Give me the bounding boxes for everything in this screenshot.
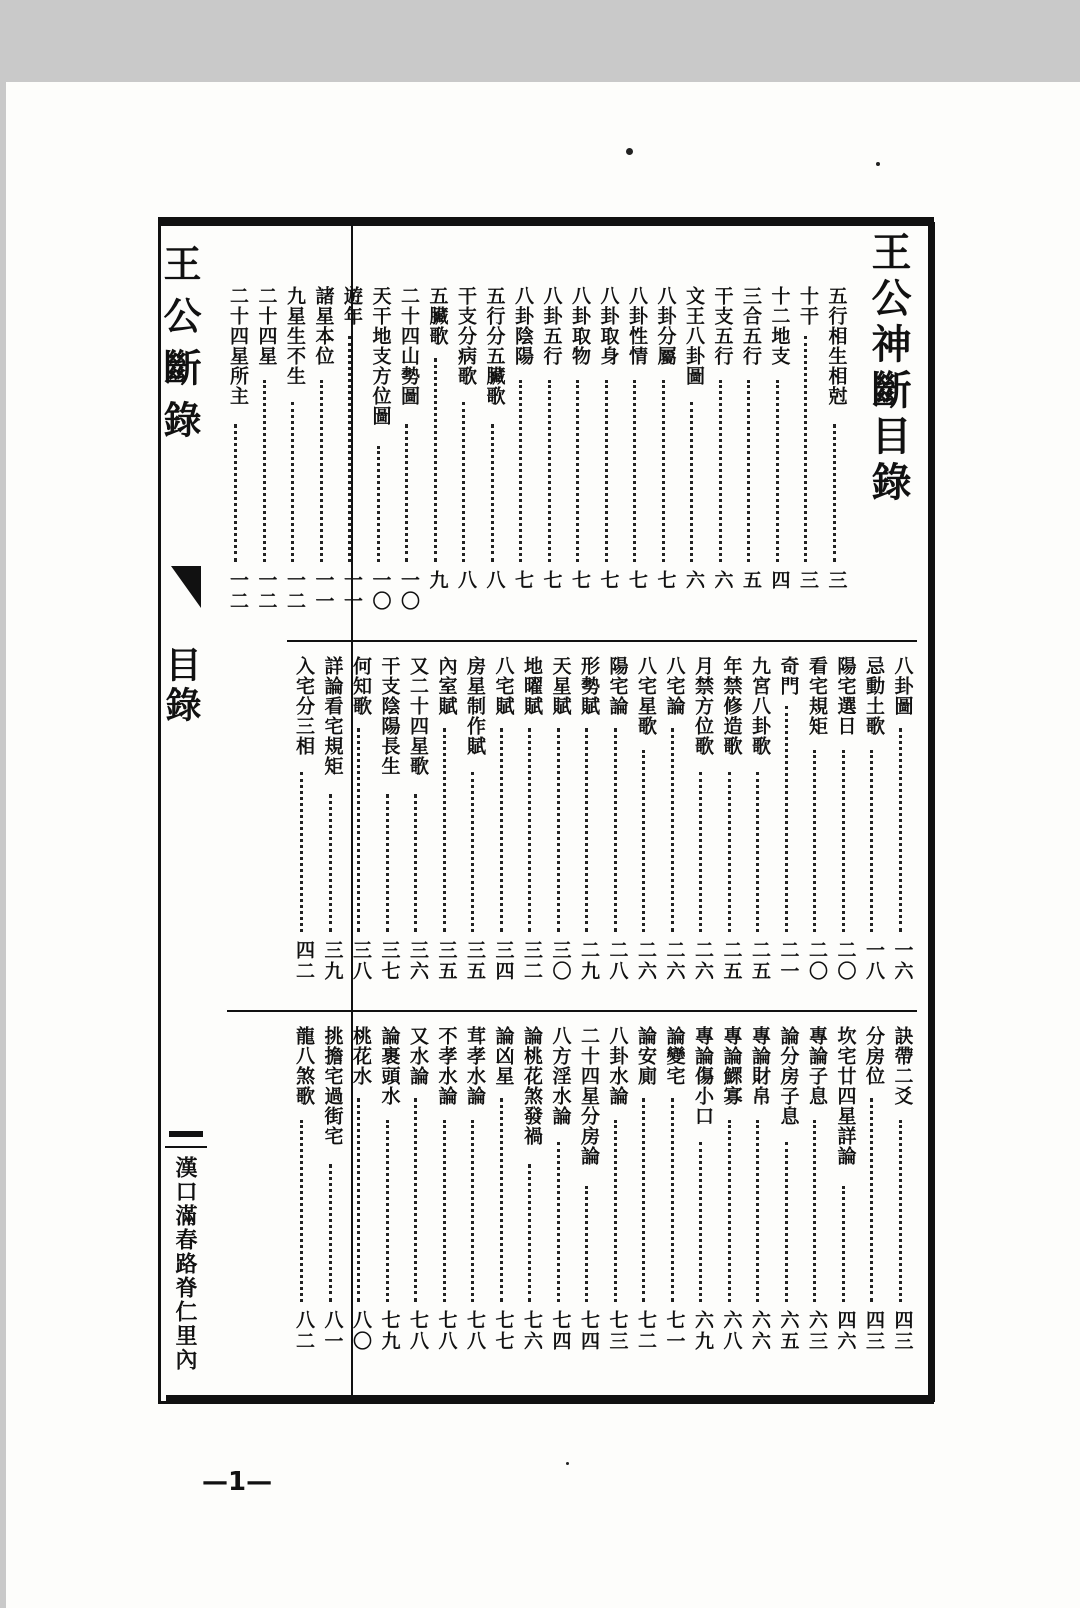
toc-entry[interactable] — [832, 656, 861, 996]
toc-entry-page: 七七 — [492, 1310, 515, 1352]
toc-entry-page: 八 — [483, 570, 506, 591]
leader-dots — [386, 1120, 389, 1302]
toc-entry-title: 八卦分屬 — [654, 286, 677, 366]
toc-entry-title: 八宅論 — [663, 656, 686, 716]
leader-dots — [690, 402, 693, 562]
toc-entry[interactable] — [803, 1026, 832, 1366]
toc-entry-title: 五行分五臟歌 — [483, 286, 506, 406]
leader-dots — [585, 1186, 588, 1302]
toc-entry[interactable] — [718, 1026, 747, 1366]
toc-entry-title: 月禁方位歌 — [692, 656, 714, 756]
leader-dots — [320, 380, 323, 562]
toc-entry[interactable] — [661, 1026, 690, 1366]
toc-entry-page: 六三 — [806, 1310, 828, 1352]
leader-dots — [500, 728, 503, 932]
toc-entry[interactable] — [632, 1026, 661, 1366]
toc-entry-title: 八卦取物 — [569, 286, 591, 366]
toc-entry-title: 又水論 — [407, 1026, 429, 1086]
leader-dots — [519, 380, 522, 562]
leader-dots — [471, 772, 474, 932]
toc-entry[interactable] — [319, 656, 348, 996]
leader-dots — [614, 1120, 617, 1302]
toc-entry-title: 陽宅論 — [606, 656, 629, 716]
toc-entry-page: 一〇 — [398, 570, 420, 612]
toc-entry-page: 一六 — [891, 940, 914, 982]
toc-entry-page: 七九 — [378, 1310, 401, 1352]
leader-dots — [870, 750, 873, 932]
toc-entry-title: 奇門 — [777, 656, 800, 696]
leader-dots — [804, 336, 807, 562]
toc-entry-page: 六五 — [777, 1310, 800, 1352]
toc-entry-page: 九 — [426, 570, 449, 591]
toc-entry-title: 遊年 — [341, 286, 363, 326]
toc-entry-title: 八宅星歌 — [635, 656, 657, 736]
leader-dots — [500, 1098, 503, 1302]
toc-entry-title: 坎宅廿四星詳論 — [834, 1026, 857, 1166]
ink-speck — [566, 1462, 569, 1465]
toc-entry[interactable] — [452, 286, 481, 626]
leader-dots — [870, 1098, 873, 1302]
toc-entry[interactable] — [680, 286, 709, 626]
leader-dots — [899, 728, 902, 932]
toc-entry-title: 干支分病歌 — [455, 286, 477, 386]
toc-entry-title: 又二十四星歌 — [407, 656, 429, 776]
toc-entry[interactable] — [718, 656, 747, 996]
toc-entry[interactable] — [766, 286, 795, 626]
toc-entry-page: 三四 — [492, 940, 515, 982]
toc-entry-title: 專論財帛 — [749, 1026, 771, 1106]
toc-entry-page: 二九 — [578, 940, 600, 982]
toc-entry[interactable] — [404, 656, 433, 996]
toc-entry-title: 三合五行 — [740, 286, 762, 366]
leader-dots — [776, 380, 779, 562]
leader-dots — [528, 1164, 531, 1302]
leader-dots — [671, 1098, 674, 1302]
toc-entry-page: 七三 — [606, 1310, 629, 1352]
toc-section — [290, 656, 917, 996]
leader-dots — [357, 1098, 360, 1302]
toc-entry-page: 七八 — [435, 1310, 458, 1352]
toc-entry-title: 九宮八卦歌 — [749, 656, 771, 756]
toc-entry-page: 二八 — [606, 940, 629, 982]
leader-dots — [642, 750, 645, 932]
toc-entry-title: 形勢賦 — [578, 656, 600, 716]
leader-dots — [329, 1164, 332, 1302]
toc-entry[interactable] — [832, 1026, 861, 1366]
toc-entry-page: 七 — [569, 570, 591, 591]
leader-dots — [491, 424, 494, 562]
toc-entry-page: 二〇 — [834, 940, 857, 982]
toc-entry-title: 八方淫水論 — [549, 1026, 572, 1126]
toc-entry-page: 六八 — [720, 1310, 743, 1352]
toc-entry[interactable] — [461, 1026, 490, 1366]
toc-entry-page: 二六 — [635, 940, 657, 982]
toc-entry[interactable] — [253, 286, 282, 626]
toc-entry-title: 十二地支 — [768, 286, 791, 366]
toc-entry[interactable] — [290, 656, 319, 996]
toc-entry-page: 二五 — [720, 940, 743, 982]
toc-entry-page: 七 — [512, 570, 534, 591]
toc-entry-page: 六九 — [692, 1310, 714, 1352]
leader-dots — [405, 424, 408, 562]
leader-dots — [434, 358, 437, 562]
toc-entry[interactable] — [338, 286, 367, 626]
toc-entry-page: 三 — [797, 570, 819, 591]
footer-page-number: —1— — [202, 1467, 273, 1497]
toc-entry-page: 七 — [597, 570, 620, 591]
toc-entry[interactable] — [347, 1026, 376, 1366]
toc-entry-title: 年禁修造歌 — [720, 656, 743, 756]
leader-dots — [443, 1120, 446, 1302]
leader-dots — [699, 772, 702, 932]
toc-entry[interactable] — [376, 656, 405, 996]
toc-entry-page: 七四 — [578, 1310, 600, 1352]
toc-entry-title: 五臟歌 — [426, 286, 449, 346]
toc-entry[interactable] — [461, 656, 490, 996]
toc-entry-title: 不孝水論 — [435, 1026, 458, 1106]
toc-entry-title: 專論傷小口 — [692, 1026, 714, 1126]
toc-entry-page: 三 — [825, 570, 848, 591]
toc-entry[interactable] — [347, 656, 376, 996]
toc-entry-title: 內室賦 — [435, 656, 458, 716]
toc-entry[interactable] — [281, 286, 310, 626]
leader-dots — [414, 794, 417, 932]
toc-entry-page: 七八 — [407, 1310, 429, 1352]
leader-dots — [443, 728, 446, 932]
toc-entry-title: 九星生不生 — [284, 286, 306, 386]
toc-entry[interactable] — [518, 1026, 547, 1366]
leader-dots — [813, 750, 816, 932]
toc-entry[interactable] — [481, 286, 510, 626]
toc-entry-title: 五行相生相尅 — [825, 286, 848, 406]
leader-dots — [557, 728, 560, 932]
leader-dots — [833, 424, 836, 562]
toc-entry-title: 八卦性情 — [626, 286, 648, 366]
toc-entry-title: 八卦陰陽 — [512, 286, 534, 366]
side-book-title: 王公斷錄 — [157, 244, 202, 452]
toc-entry-page: 七 — [654, 570, 677, 591]
toc-entry-page: 八 — [455, 570, 477, 591]
toc-entry-title: 詳論看宅規矩 — [321, 656, 344, 776]
toc-entry[interactable] — [652, 286, 681, 626]
toc-entry[interactable] — [509, 286, 538, 626]
toc-entry-title: 八宅賦 — [492, 656, 515, 716]
toc-entry-page: 三八 — [350, 940, 372, 982]
toc-entry-title: 干支陰陽長生 — [378, 656, 401, 776]
toc-entry[interactable] — [319, 1026, 348, 1366]
toc-entry[interactable] — [746, 1026, 775, 1366]
section-divider — [227, 1010, 917, 1012]
toc-entry-page: 一八 — [863, 940, 885, 982]
toc-entry-page: 七六 — [521, 1310, 543, 1352]
toc-entry[interactable] — [860, 1026, 889, 1366]
leader-dots — [842, 750, 845, 932]
page-frame — [158, 217, 934, 1404]
toc-section — [290, 1026, 917, 1366]
toc-entry-page: 二六 — [663, 940, 686, 982]
toc-entry[interactable] — [538, 286, 567, 626]
leader-dots — [585, 728, 588, 932]
toc-entry-page: 五 — [740, 570, 762, 591]
toc-entry-page: 三〇 — [549, 940, 572, 982]
toc-entry[interactable] — [404, 1026, 433, 1366]
toc-entry-title: 天干地支方位圖 — [369, 286, 392, 426]
toc-entry-page: 三五 — [435, 940, 458, 982]
leader-dots — [300, 772, 303, 932]
toc-entry[interactable] — [623, 286, 652, 626]
toc-entry-title: 論裹頭水 — [378, 1026, 401, 1106]
toc-title: 王公神斷目錄 — [865, 231, 912, 507]
leader-dots — [357, 728, 360, 932]
toc-entry-page: 七 — [626, 570, 648, 591]
toc-entry-page: 二五 — [749, 940, 771, 982]
leader-dots — [605, 380, 608, 562]
toc-entry-title: 茸孝水論 — [464, 1026, 486, 1106]
toc-entry[interactable] — [775, 656, 804, 996]
toc-entry-page: 六 — [711, 570, 734, 591]
toc-section — [224, 286, 851, 626]
toc-entry-page: 六六 — [749, 1310, 771, 1352]
toc-entry[interactable] — [689, 656, 718, 996]
toc-entry-page: 四二 — [293, 940, 315, 982]
toc-entry-title: 論安廁 — [635, 1026, 657, 1086]
toc-entry-page: 三六 — [407, 940, 429, 982]
leader-dots — [756, 772, 759, 932]
leader-dots — [414, 1098, 417, 1302]
toc-entry-title: 論變宅 — [663, 1026, 686, 1086]
toc-entry[interactable] — [310, 286, 339, 626]
leader-dots — [899, 1120, 902, 1302]
toc-entry-page: 一一 — [312, 570, 335, 612]
toc-entry-page: 一〇 — [369, 570, 392, 612]
toc-entry[interactable] — [889, 656, 918, 996]
toc-entry-title: 二十四星所主 — [227, 286, 249, 406]
toc-entry-title: 二十四星 — [255, 286, 278, 366]
toc-entry[interactable] — [490, 656, 519, 996]
toc-entry-page: 一二 — [255, 570, 278, 612]
toc-entry[interactable] — [547, 1026, 576, 1366]
toc-entry-page: 二一 — [777, 940, 800, 982]
toc-entry[interactable] — [632, 656, 661, 996]
toc-entry[interactable] — [604, 656, 633, 996]
side-section-label: 目錄 — [160, 646, 202, 726]
ink-speck — [626, 148, 633, 155]
toc-entry[interactable] — [547, 656, 576, 996]
fishtail-mark — [171, 566, 201, 608]
toc-entry-page: 三九 — [321, 940, 344, 982]
toc-entry-page: 八二 — [293, 1310, 315, 1352]
leader-dots — [728, 772, 731, 932]
toc-entry-title: 房星制作賦 — [464, 656, 486, 756]
toc-entry[interactable] — [595, 286, 624, 626]
toc-entry-page: 七八 — [464, 1310, 486, 1352]
toc-entry-title: 天星賦 — [549, 656, 572, 716]
toc-entry-page: 一一 — [341, 570, 363, 612]
toc-entry-title: 二十四星分房論 — [578, 1026, 600, 1166]
leader-dots — [642, 1098, 645, 1302]
toc-entry-title: 論凶星 — [492, 1026, 515, 1086]
publisher-address: 漢口滿春路脊仁里內 — [172, 1156, 198, 1372]
leader-dots — [662, 380, 665, 562]
leader-dots — [756, 1120, 759, 1302]
toc-entry[interactable] — [575, 1026, 604, 1366]
leader-dots — [785, 1142, 788, 1302]
leader-dots — [614, 728, 617, 932]
toc-entry[interactable] — [794, 286, 823, 626]
leader-dots — [329, 794, 332, 932]
leader-dots — [699, 1142, 702, 1302]
toc-entry-page: 七 — [540, 570, 563, 591]
leader-dots — [348, 336, 351, 562]
leader-dots — [719, 380, 722, 562]
toc-entry[interactable] — [860, 656, 889, 996]
leader-dots — [377, 446, 380, 562]
toc-entry-title: 地曜賦 — [521, 656, 543, 716]
toc-entry-page: 三七 — [378, 940, 401, 982]
toc-content — [227, 226, 917, 1401]
toc-entry[interactable] — [803, 656, 832, 996]
toc-entry[interactable] — [290, 1026, 319, 1366]
leader-dots — [813, 1120, 816, 1302]
toc-entry-page: 一二 — [284, 570, 306, 612]
toc-entry[interactable] — [395, 286, 424, 626]
leader-dots — [528, 728, 531, 932]
leader-dots — [548, 380, 551, 562]
side-divider — [165, 1146, 207, 1148]
leader-dots — [728, 1120, 731, 1302]
toc-entry[interactable] — [433, 1026, 462, 1366]
toc-entry-title: 八卦五行 — [540, 286, 563, 366]
toc-entry[interactable] — [689, 1026, 718, 1366]
toc-entry-title: 桃花水 — [350, 1026, 372, 1086]
leader-dots — [386, 794, 389, 932]
frame-shadow-right — [928, 222, 935, 1402]
toc-entry-title: 何知歌 — [350, 656, 372, 716]
frame-shadow-bottom — [166, 1395, 935, 1402]
toc-entry-title: 忌動土歌 — [863, 656, 885, 736]
toc-entry-title: 龍八煞歌 — [293, 1026, 315, 1106]
toc-entry-title: 論桃花煞發禍 — [521, 1026, 543, 1146]
leader-dots — [576, 380, 579, 562]
toc-entry-title: 挑擔宅過街宅 — [321, 1026, 344, 1146]
leader-dots — [471, 1120, 474, 1302]
side-page-mark — [169, 1131, 203, 1137]
toc-entry-title: 八卦圖 — [891, 656, 914, 716]
toc-entry[interactable] — [490, 1026, 519, 1366]
leader-dots — [747, 380, 750, 562]
toc-entry-page: 七四 — [549, 1310, 572, 1352]
toc-entry[interactable] — [424, 286, 453, 626]
toc-entry-title: 專論子息 — [806, 1026, 828, 1106]
ink-speck — [876, 162, 880, 166]
toc-entry[interactable] — [746, 656, 775, 996]
toc-entry-page: 三五 — [464, 940, 486, 982]
toc-entry[interactable] — [889, 1026, 918, 1366]
leader-dots — [557, 1142, 560, 1302]
toc-entry-title: 十干 — [797, 286, 819, 326]
toc-entry-title: 八卦水論 — [606, 1026, 629, 1106]
toc-entry-page: 一二 — [227, 570, 249, 612]
leader-dots — [291, 402, 294, 562]
side-column — [157, 226, 211, 1401]
toc-entry[interactable] — [823, 286, 852, 626]
book-page — [6, 82, 1080, 1608]
toc-entry[interactable] — [575, 656, 604, 996]
toc-entry-page: 四六 — [834, 1310, 857, 1352]
toc-entry-title: 專論鰥寡 — [720, 1026, 743, 1106]
toc-entry-title: 文王八卦圖 — [683, 286, 705, 386]
toc-entry-page: 七一 — [663, 1310, 686, 1352]
toc-entry[interactable] — [604, 1026, 633, 1366]
leader-dots — [300, 1120, 303, 1302]
toc-entry-page: 八一 — [321, 1310, 344, 1352]
section-divider — [287, 640, 917, 642]
toc-entry-title: 分房位 — [863, 1026, 885, 1086]
toc-entry-title: 八卦取身 — [597, 286, 620, 366]
toc-entry-page: 二六 — [692, 940, 714, 982]
leader-dots — [633, 380, 636, 562]
toc-entry-page: 八〇 — [350, 1310, 372, 1352]
toc-entry-title: 訣帶二爻 — [891, 1026, 914, 1106]
toc-entry-title: 諸星本位 — [312, 286, 335, 366]
toc-entry-page: 四 — [768, 570, 791, 591]
toc-entry-page: 四三 — [863, 1310, 885, 1352]
toc-entry[interactable] — [433, 656, 462, 996]
toc-entry-title: 陽宅選日 — [834, 656, 857, 736]
toc-entry-title: 干支五行 — [711, 286, 734, 366]
toc-entry[interactable] — [224, 286, 253, 626]
leader-dots — [234, 424, 237, 562]
toc-entry-title: 二十四山勢圖 — [398, 286, 420, 406]
toc-entry[interactable] — [376, 1026, 405, 1366]
toc-entry[interactable] — [566, 286, 595, 626]
toc-entry[interactable] — [709, 286, 738, 626]
toc-entry-page: 二〇 — [806, 940, 828, 982]
toc-entry-title: 入宅分三相 — [293, 656, 315, 756]
toc-entry-page: 七二 — [635, 1310, 657, 1352]
toc-entry-title: 論分房子息 — [777, 1026, 800, 1126]
leader-dots — [842, 1186, 845, 1302]
toc-entry[interactable] — [775, 1026, 804, 1366]
leader-dots — [263, 380, 266, 562]
toc-entry-page: 三二 — [521, 940, 543, 982]
leader-dots — [462, 402, 465, 562]
toc-entry[interactable] — [661, 656, 690, 996]
toc-entry-page: 四三 — [891, 1310, 914, 1352]
toc-entry-title: 看宅規矩 — [806, 656, 828, 736]
leader-dots — [785, 706, 788, 932]
toc-entry-page: 六 — [683, 570, 705, 591]
toc-entry[interactable] — [367, 286, 396, 626]
toc-entry[interactable] — [518, 656, 547, 996]
leader-dots — [671, 728, 674, 932]
toc-entry[interactable] — [737, 286, 766, 626]
